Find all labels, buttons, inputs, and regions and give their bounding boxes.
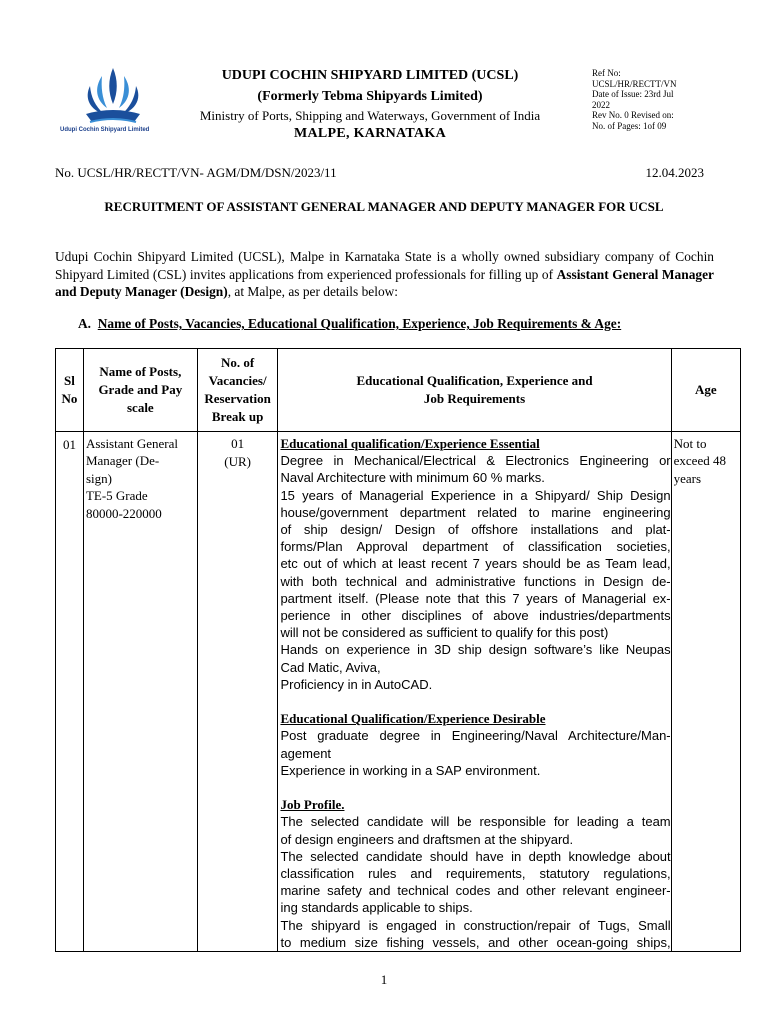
ref-line: Date of Issue: 23rd Jul	[592, 89, 674, 99]
cell-requirements	[278, 432, 671, 952]
header-post	[83, 349, 197, 432]
desirable-lines	[280, 727, 670, 779]
header-line: Vacancies/	[208, 373, 267, 388]
posts-table	[55, 348, 741, 952]
header-line: Sl	[64, 373, 75, 388]
requirement-line: ing standards applicable to ships.	[280, 900, 473, 916]
post-line: Manager (De-	[85, 453, 160, 469]
header-vacancies	[197, 349, 278, 432]
header-sl	[56, 349, 84, 432]
header-qualification	[278, 349, 671, 432]
requirement-line: to medium size fishing vessels, and other ocean-going ships,	[280, 934, 671, 950]
requirement-line: with both technical and administrative functions in Design de-	[280, 573, 671, 589]
table-row	[56, 432, 741, 952]
logo-caption: Udupi Cochin Shipyard Limited	[60, 127, 150, 133]
page-number: 1	[380, 972, 388, 987]
header-line: Job Requirements	[423, 391, 526, 406]
ucsl-logo	[80, 66, 146, 136]
requirement-line: of design engineers and draftsmen at the shipyard.	[280, 831, 574, 847]
essential-heading: Educational qualification/Experience Essential	[280, 436, 540, 451]
formerly-name: (Formerly Tebma Shipyards Limited)	[257, 89, 483, 104]
vacancy-line: 01	[231, 436, 245, 451]
post-line: Assistant General	[85, 436, 178, 451]
header-line: No	[61, 391, 78, 406]
requirement-line: Experience in working in a SAP environment.	[280, 762, 541, 778]
essential-lines	[280, 452, 670, 693]
post-line: TE-5 Grade	[85, 488, 148, 504]
header-line: Reservation	[204, 391, 271, 406]
ref-line: Ref No:	[592, 68, 621, 78]
cell-vacancies	[197, 432, 278, 952]
header-line: Break up	[211, 409, 264, 424]
intro-text: Udupi Cochin Shipyard Limited (UCSL), Malpe in Karnataka State is a wholly owned subsidiary company of Cochin Shipyard Limited (CSL) invites applications from experienced professionals for filling up of	[55, 249, 714, 282]
requirement-line: etc out of which at least recent 7 years should be as Team lead,	[280, 556, 671, 572]
requirement-line: agement	[280, 745, 332, 761]
age-line: exceed 48	[673, 453, 726, 469]
ref-line: 2022	[592, 99, 610, 110]
intro-bold-posts: Assistant General Manager and Deputy Manager (Design)	[55, 266, 714, 299]
intro-paragraph	[55, 248, 714, 301]
requirement-line: Degree in Mechanical/Electrical & Electronics Engineering or	[280, 453, 671, 469]
ref-line: UCSL/HR/RECTT/VN	[592, 78, 677, 89]
reference-box	[592, 68, 712, 131]
cell-age	[671, 432, 740, 952]
table-header-row	[56, 349, 741, 432]
notice-number: No. UCSL/HR/RECTT/VN- AGM/DM/DSN/2023/11	[55, 165, 337, 180]
section-a-heading	[78, 316, 621, 332]
requirement-line: will not be considered as sufficient to qualify for this post)	[280, 625, 609, 641]
post-line: 80000-220000	[85, 505, 162, 521]
desirable-heading: Educational Qualification/Experience Desirable	[280, 711, 546, 727]
requirement-line: 15 years of Managerial Experience in a Shipyard/ Ship Design	[280, 487, 671, 503]
header-line: Grade and Pay	[98, 382, 183, 397]
requirement-line: The shipyard is engaged in construction/repair of Tugs, Small	[280, 917, 671, 933]
requirement-line: forms/Plan Approval department of classification societies,	[280, 539, 671, 555]
section-letter: A.	[78, 316, 92, 331]
ref-line: No. of Pages: 1of 09	[592, 120, 667, 131]
vacancy-line: (UR)	[224, 454, 251, 469]
requirement-line: of ship design/ Design of offshore installations and plat-	[280, 522, 671, 538]
post-line: sign)	[85, 470, 112, 486]
requirement-line: Hands on experience in 3D ship design software’s like Neupas	[280, 642, 671, 658]
requirement-line: Cad Matic, Aviva,	[280, 659, 381, 675]
document-title: RECRUITMENT OF ASSISTANT GENERAL MANAGER AND DEPUTY MANAGER FOR UCSL	[104, 199, 664, 214]
cell-post	[83, 432, 197, 952]
requirement-line: house/government department related to marine engineering	[280, 504, 671, 520]
requirement-line: perience in other disciplines of above industries/departments	[280, 608, 671, 624]
ship-emblem-icon	[80, 66, 146, 128]
section-title: Name of Posts, Vacancies, Educational Qualification, Experience, Job Requirements & Age:	[97, 316, 622, 331]
cell-sl: 01	[56, 432, 84, 952]
requirement-line: The selected candidate should have in depth knowledge about	[280, 848, 671, 864]
notice-date: 12.04.2023	[645, 165, 704, 180]
requirement-line: Proficiency in in AutoCAD.	[280, 676, 433, 692]
age-line: years	[673, 470, 702, 486]
place-line: MALPE, KARNATAKA	[293, 126, 447, 141]
header-age: Age	[671, 349, 740, 432]
age-line: Not to	[673, 436, 707, 451]
requirement-line: marine safety and technical codes and other relevant engineer-	[280, 883, 671, 899]
company-name: UDUPI COCHIN SHIPYARD LIMITED (UCSL)	[221, 68, 519, 83]
profile-heading: Job Profile.	[280, 797, 345, 813]
intro-text-end: , at Malpe, as per details below:	[227, 284, 399, 299]
header-line: scale	[126, 400, 154, 415]
requirement-line: Naval Architecture with minimum 60 % marks.	[280, 470, 545, 486]
header-line: Name of Posts,	[99, 364, 182, 379]
requirement-line: classification rules and requirements, statutory regulations,	[280, 866, 671, 882]
requirement-line: The selected candidate will be responsible for leading a team	[280, 814, 671, 830]
requirement-line: partment itself. (Please note that this 7 years of Managerial ex-	[280, 590, 671, 606]
header-line: No. of	[220, 355, 255, 370]
ministry-line: Ministry of Ports, Shipping and Waterways, Government of India	[199, 108, 541, 123]
ref-line: Rev No. 0 Revised on:	[592, 110, 674, 120]
profile-lines	[280, 813, 670, 951]
requirement-line: Post graduate degree in Engineering/Naval Architecture/Man-	[280, 728, 671, 744]
header-line: Educational Qualification, Experience and	[356, 373, 593, 388]
